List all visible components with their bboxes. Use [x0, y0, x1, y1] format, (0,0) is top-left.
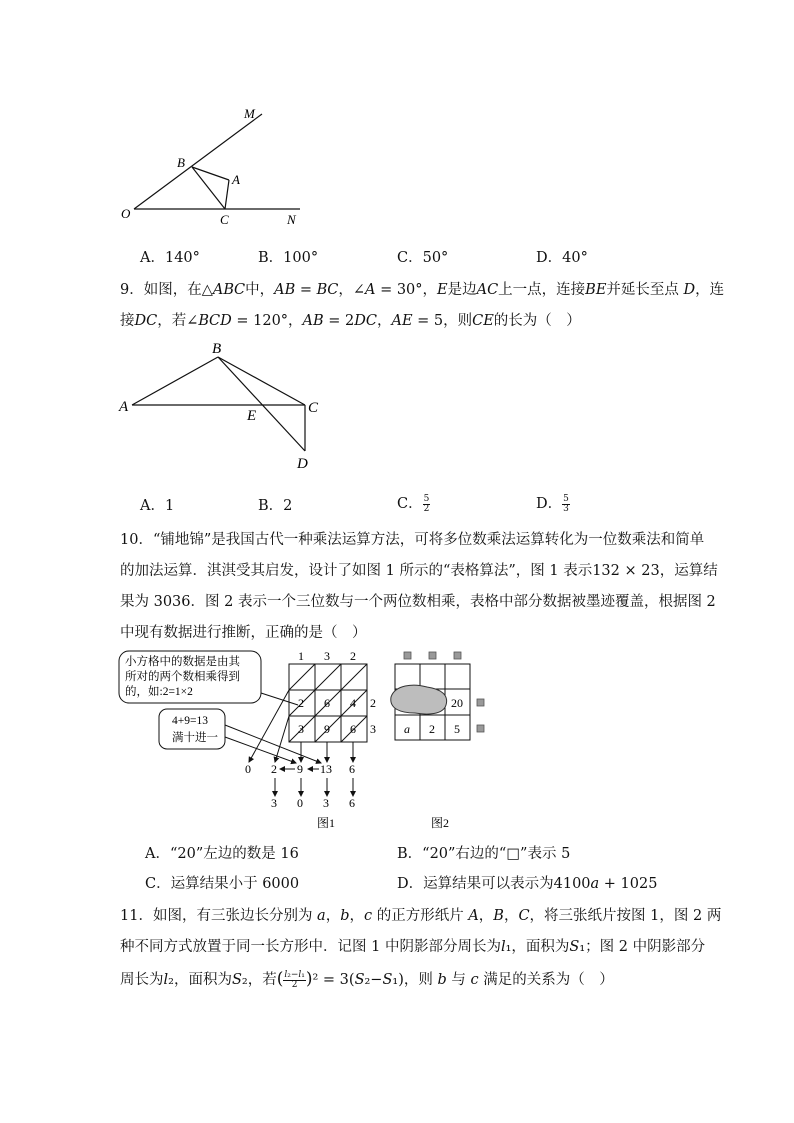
fig1-sum-3: 13 — [320, 762, 332, 776]
q11-fraction — [283, 971, 306, 990]
q11-stem-line3-pre: 周长为𝑙₂，面积为𝑆₂，若 — [120, 972, 277, 988]
q11-stem-line3: 周长为𝑙₂，面积为𝑆₂，若( $\frac{\text{𝑙₂−𝑙₁}}{2}$ )² = 3(𝑆₂−𝑆₁)，则 𝑏 与 𝑐 满足的关系为（ ） — [120, 969, 614, 990]
q10-note2-line2: 满十进一 — [172, 732, 218, 744]
fig2-hidden-digit-3 — [454, 652, 461, 659]
point-C-label: C — [220, 212, 229, 227]
q10-figures — [115, 645, 505, 835]
q10-stem-line2: 的加法运算．淇淇受其启发，设计了如图 1 所示的“表格算法”，图 1 表示132 × 23，运算结 — [120, 563, 718, 579]
fig2-hidden-digit-2 — [429, 652, 436, 659]
point-E-label: E — [247, 408, 257, 424]
q11-fraction-den: 2 — [291, 979, 298, 990]
fig1-sum-0: 0 — [245, 762, 251, 776]
fig1-caption: 图1 — [317, 816, 336, 830]
point-B-label: B — [212, 341, 222, 357]
q8-option-a[interactable]: A．140° — [140, 250, 200, 266]
fig1-cell-r1c3: 4 — [350, 696, 356, 710]
q11-stem-line3-post: ² = 3(𝑆₂−𝑆₁)，则 𝑏 与 𝑐 满足的关系为（ ） — [312, 972, 614, 988]
fig2-hidden-digit-4 — [477, 699, 484, 706]
q9-option-c-prefix: C． — [397, 496, 423, 512]
q9-option-d-fraction — [562, 495, 570, 514]
q10-note1-line3: 的，如:2=1×2 — [125, 686, 193, 698]
q9-option-c-fraction — [423, 495, 431, 514]
q8-option-d[interactable]: D．40° — [536, 250, 588, 266]
fig1-result-3: 6 — [349, 796, 355, 810]
fig2-cell-2: 2 — [429, 722, 435, 736]
fig1-top-3: 3 — [324, 649, 330, 663]
q9-option-d-num: 5 — [563, 493, 569, 504]
q9-option-c-den: 2 — [423, 503, 430, 514]
fig1-right-3: 3 — [370, 722, 376, 736]
q10-option-d[interactable]: D．运算结果可以表示为4100𝑎 + 1025 — [397, 876, 658, 892]
q11-stem-line2: 种不同方式放置于同一长方形中．记图 1 中阴影部分周长为𝑙₁，面积为𝑆₁；图 2 中阴影部分 — [120, 939, 706, 955]
q9-figure — [110, 338, 340, 478]
q9-option-c-num: 5 — [423, 493, 430, 504]
fig1-cell-r1c1: 2 — [298, 696, 304, 710]
q9-option-b[interactable]: B．2 — [258, 498, 293, 514]
q10-option-c[interactable]: C．运算结果小于 6000 — [145, 876, 300, 892]
point-B-label: B — [177, 155, 185, 170]
fig2-hidden-digit-5 — [477, 725, 484, 732]
fig1-top-1: 1 — [298, 649, 304, 663]
q9-option-d-den: 3 — [563, 503, 569, 514]
fig1-sum-1: 2 — [271, 762, 277, 776]
fig2-cell-5: 5 — [454, 722, 460, 736]
q10-note2-line1: 4+9=13 — [172, 715, 208, 727]
point-O-label: O — [121, 206, 131, 221]
fig1-sum-2: 9 — [297, 762, 303, 776]
q8-figure — [110, 100, 330, 230]
q9-option-d-prefix: D． — [536, 496, 563, 512]
q11-fraction-num: 𝑙₂−𝑙₁ — [284, 969, 305, 980]
q10-option-a[interactable]: A．“20”左边的数是 16 — [145, 846, 299, 862]
fig2-cell-20: 20 — [451, 696, 463, 710]
q10-option-b[interactable]: B．“20”右边的“□”表示 5 — [397, 846, 571, 862]
fig1-cell-r2c2: 9 — [324, 722, 330, 736]
fig2-cell-a: a — [404, 722, 410, 736]
q10-note1-line2: 所对的两个数相乘得到 — [125, 671, 240, 683]
point-D-label: D — [297, 456, 308, 472]
q10-stem-line1: 10．“铺地锦”是我国古代一种乘法运算方法，可将多位数乘法运算转化为一位数乘法和简单 — [120, 532, 705, 548]
q9-option-a[interactable]: A．1 — [140, 498, 175, 514]
fig1-cell-r2c1: 3 — [298, 722, 304, 736]
fig2-caption: 图2 — [431, 816, 450, 830]
q9-stem-line1: 9．如图，在△𝐴𝐵𝐶中，𝐴𝐵 = 𝐵𝐶，∠𝐴 = 30°，𝐸是边𝐴𝐶上一点，连接𝐵𝐸并延长至点 𝐷，连 — [120, 282, 725, 298]
q8-option-b[interactable]: B．100° — [258, 250, 319, 266]
q11-stem-line1: 11．如图，有三张边长分别为 𝑎，𝑏，𝑐 的正方形纸片 𝐴，𝐵，𝐶，将三张纸片按图 1，图 2 两 — [120, 908, 722, 924]
q9-option-c[interactable] — [397, 492, 430, 514]
fig1-sum-4: 6 — [349, 762, 355, 776]
fig1-result-1: 0 — [297, 796, 303, 810]
q10-stem-line4: 中现有数据进行推断，正确的是（ ） — [120, 625, 367, 641]
q8-option-c[interactable]: C．50° — [397, 250, 449, 266]
point-N-label: N — [287, 212, 296, 227]
fig2-hidden-digit-1 — [404, 652, 411, 659]
q9-option-d[interactable] — [536, 492, 570, 514]
point-A-label: A — [232, 172, 240, 187]
fig1-top-2: 2 — [350, 649, 356, 663]
fig1-cell-r2c3: 6 — [350, 722, 356, 736]
fig1-right-2: 2 — [370, 696, 376, 710]
fig1-result-0: 3 — [271, 796, 277, 810]
fig1-result-2: 3 — [323, 796, 329, 810]
q10-note1-line1: 小方格中的数据是由其 — [125, 656, 240, 668]
point-M-label: M — [244, 106, 255, 121]
q10-stem-line3: 果为 3036．图 2 表示一个三位数与一个两位数相乘，表格中部分数据被墨迹覆盖，根据图 2 — [120, 594, 716, 610]
q9-stem-line2: 接𝐷𝐶，若∠𝐵𝐶𝐷 = 120°，𝐴𝐵 = 2𝐷𝐶，𝐴𝐸 = 5，则𝐶𝐸的长为（ ） — [120, 313, 581, 329]
point-C-label: C — [308, 400, 319, 416]
fig1-cell-r1c2: 6 — [324, 696, 330, 710]
point-A-label: A — [119, 399, 129, 415]
